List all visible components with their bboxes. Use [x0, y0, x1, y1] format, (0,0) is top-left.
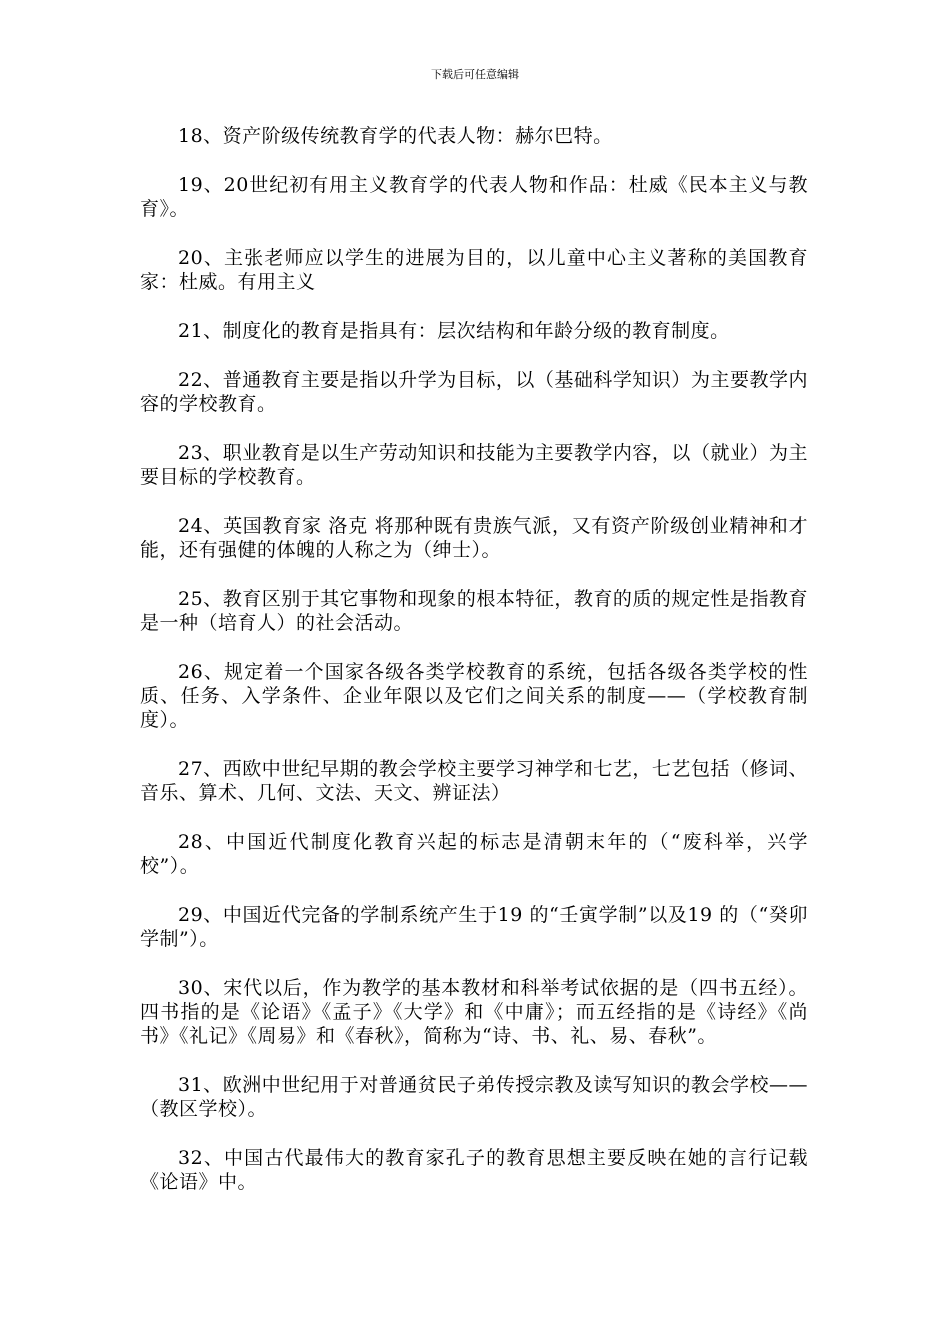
- paragraph-23: 23、职业教育是以生产劳动知识和技能为主要教学内容，以（就业）为主要目标的学校教育。: [140, 442, 808, 488]
- paragraph-30: 30、宋代以后，作为教学的基本教材和科举考试依据的是（四书五经）。四书指的是《论语》《孟子》《大学》和《中庸》；而五经指的是《诗经》《尚书》《礼记》《周易》和《春秋》，简称为“诗、书、礼、易、春秋”。: [140, 977, 808, 1047]
- document-body: [140, 124, 808, 1219]
- paragraph-20: 20、主张老师应以学生的进展为目的，以儿童中心主义著称的美国教育家：杜威。有用主义: [140, 247, 808, 293]
- paragraph-27: 27、西欧中世纪早期的教会学校主要学习神学和七艺，七艺包括（修词、音乐、算术、几何、文法、天文、辨证法）: [140, 758, 808, 804]
- paragraph-22: 22、普通教育主要是指以升学为目标，以（基础科学知识）为主要教学内容的学校教育。: [140, 369, 808, 415]
- paragraph-32: 32、中国古代最伟大的教育家孔子的教育思想主要反映在她的言行记载《论语》中。: [140, 1147, 808, 1193]
- paragraph-24: 24、英国教育家 洛克 将那种既有贵族气派，又有资产阶级创业精神和才能，还有强健的体魄的人称之为（绅士）。: [140, 515, 808, 561]
- paragraph-25: 25、教育区别于其它事物和现象的根本特征，教育的质的规定性是指教育是一种（培育人）的社会活动。: [140, 588, 808, 634]
- paragraph-29: 29、中国近代完备的学制系统产生于19 的“壬寅学制”以及19 的（“癸卯学制”）。: [140, 904, 808, 950]
- page-header: 下载后可任意编辑: [431, 68, 519, 81]
- paragraph-18: 18、资产阶级传统教育学的代表人物：赫尔巴特。: [178, 125, 613, 147]
- paragraph-26: 26、规定着一个国家各级各类学校教育的系统，包括各级各类学校的性质、任务、入学条件、企业年限以及它们之间关系的制度——（学校教育制度）。: [140, 661, 808, 731]
- paragraph-21: 21、制度化的教育是指具有：层次结构和年龄分级的教育制度。: [178, 320, 730, 342]
- paragraph-28: 28、中国近代制度化教育兴起的标志是清朝末年的（“废科举，兴学校”）。: [140, 831, 808, 877]
- paragraph-31: 31、欧洲中世纪用于对普通贫民子弟传授宗教及读写知识的教会学校——（教区学校）。: [140, 1074, 808, 1120]
- paragraph-19: 19、20世纪初有用主义教育学的代表人物和作品：杜威《民本主义与教育》。: [140, 174, 808, 220]
